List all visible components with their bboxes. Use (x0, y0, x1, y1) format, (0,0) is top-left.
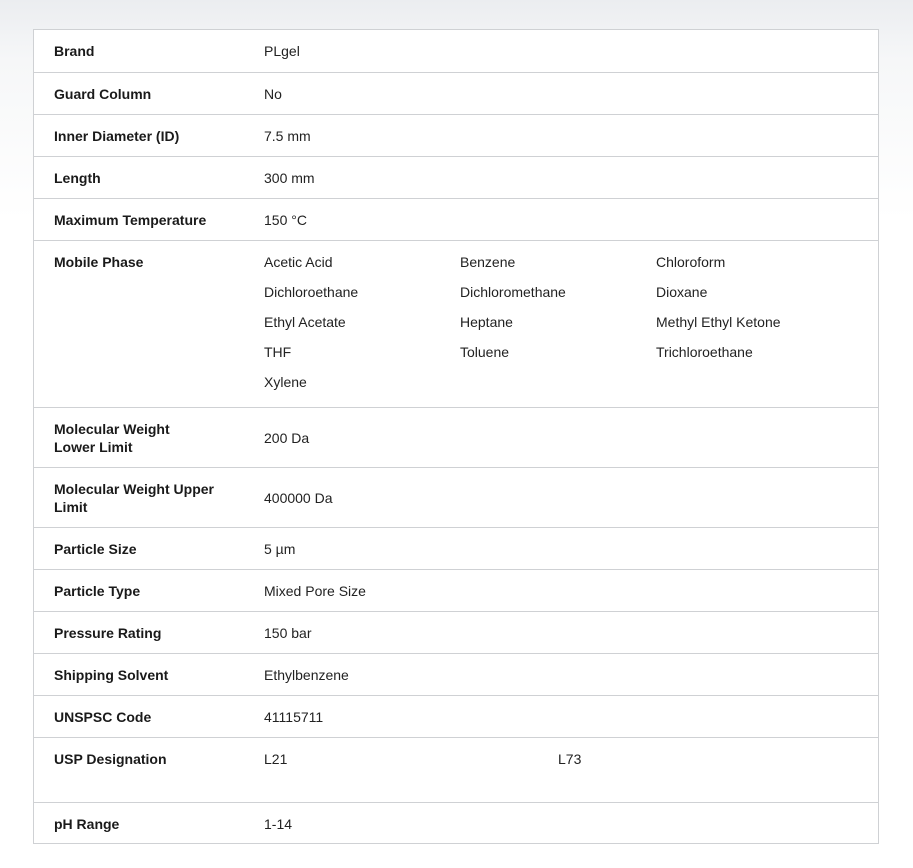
mobile-phase-item: Dioxane (656, 284, 708, 300)
mobile-phase-item: Dichloromethane (460, 284, 566, 300)
spec-label: Molecular Weight Lower Limit (54, 421, 170, 455)
spec-row-mobile-phase (34, 240, 878, 407)
spec-value: 150 °C (264, 212, 307, 228)
spec-value: PLgel (264, 43, 300, 59)
spec-value: 7.5 mm (264, 128, 311, 144)
spec-label: Maximum Temperature (54, 212, 207, 228)
usp-designation-item: L21 (264, 751, 288, 767)
spec-label: USP Designation (54, 751, 167, 767)
spec-row-max-temperature (34, 198, 878, 240)
spec-table (33, 29, 879, 844)
spec-value: 5 µm (264, 541, 296, 557)
mobile-phase-item: Toluene (460, 344, 510, 360)
mobile-phase-item: Ethyl Acetate (264, 314, 346, 330)
spec-label: Mobile Phase (54, 254, 144, 270)
mobile-phase-item: Heptane (460, 314, 513, 330)
usp-designation-item: L73 (558, 751, 582, 767)
spec-label: Inner Diameter (ID) (54, 128, 180, 144)
spec-label: pH Range (54, 816, 120, 832)
spec-row-mw-upper (34, 467, 878, 527)
spec-value: No (264, 86, 282, 102)
spec-row-unspsc-code (34, 695, 878, 737)
mobile-phase-item: THF (264, 344, 292, 360)
spec-row-inner-diameter (34, 114, 878, 156)
spec-label: Shipping Solvent (54, 667, 169, 683)
spec-row-length (34, 156, 878, 198)
mobile-phase-item: Trichloroethane (656, 344, 753, 360)
spec-value: Mixed Pore Size (264, 583, 366, 599)
spec-row-usp-designation (34, 737, 878, 802)
mobile-phase-item: Benzene (460, 254, 516, 270)
spec-label: UNSPSC Code (54, 709, 152, 725)
spec-value: 150 bar (264, 625, 312, 641)
spec-label: Brand (54, 43, 95, 59)
spec-label: Pressure Rating (54, 625, 162, 641)
spec-value: 200 Da (264, 430, 310, 446)
spec-label: Length (54, 170, 101, 186)
spec-label: Molecular Weight Upper Limit (54, 481, 214, 515)
mobile-phase-item: Dichloroethane (264, 284, 359, 300)
spec-row-particle-size (34, 527, 878, 569)
mobile-phase-list (264, 253, 864, 403)
spec-row-pressure-rating (34, 611, 878, 653)
spec-label: Particle Type (54, 583, 141, 599)
spec-row-ph-range (34, 802, 878, 843)
spec-value: 41115711 (264, 709, 324, 725)
mobile-phase-item: Xylene (264, 374, 307, 390)
mobile-phase-item: Acetic Acid (264, 254, 333, 270)
spec-row-mw-lower (34, 407, 878, 467)
mobile-phase-item: Methyl Ethyl Ketone (656, 314, 781, 330)
mobile-phase-item: Chloroform (656, 254, 726, 270)
spec-value: 400000 Da (264, 490, 333, 506)
spec-value: 1-14 (264, 816, 293, 832)
spec-row-shipping-solvent (34, 653, 878, 695)
spec-row-particle-type (34, 569, 878, 611)
spec-value: 300 mm (264, 170, 315, 186)
spec-value: Ethylbenzene (264, 667, 349, 683)
spec-label: Particle Size (54, 541, 137, 557)
spec-label: Guard Column (54, 86, 152, 102)
spec-row-brand (34, 30, 878, 72)
spec-row-guard-column (34, 72, 878, 114)
